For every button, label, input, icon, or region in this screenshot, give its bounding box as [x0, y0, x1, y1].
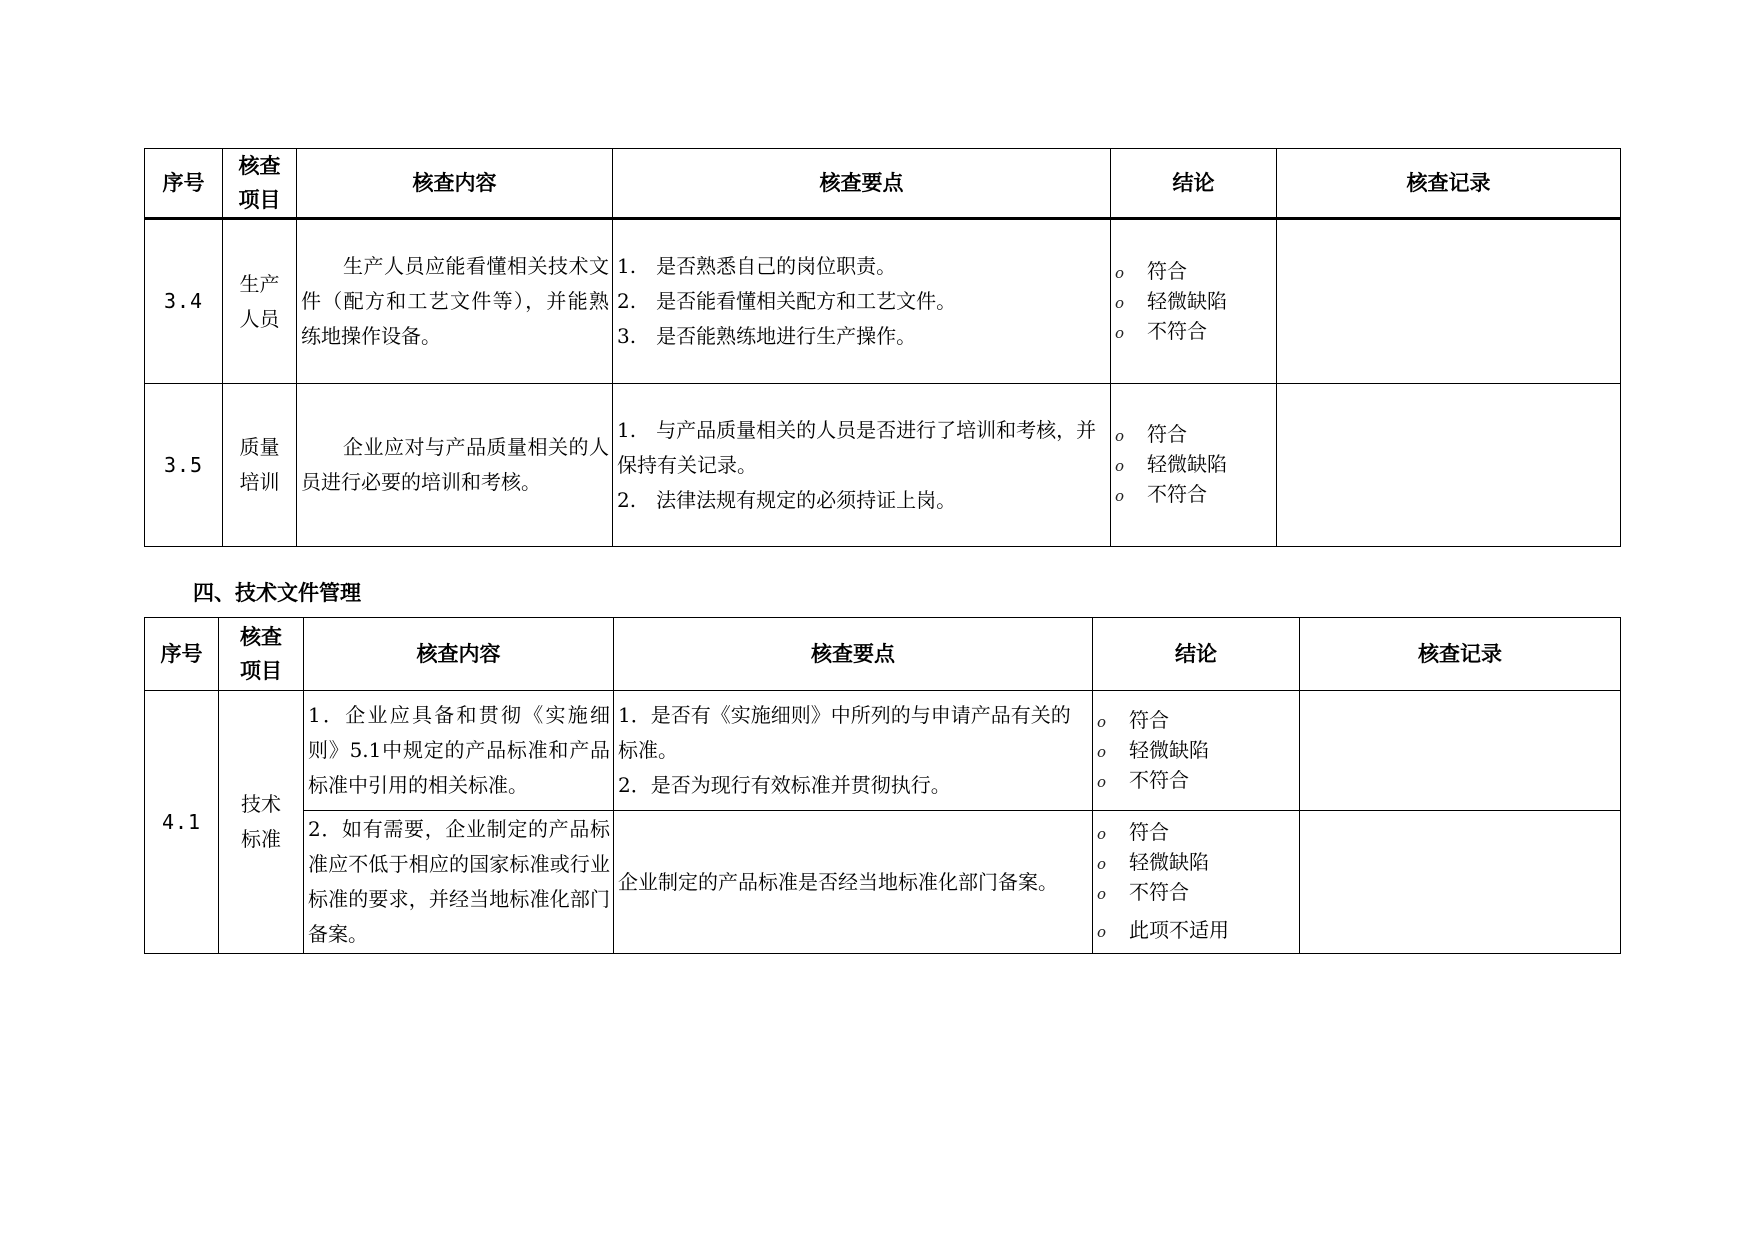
option-label: 轻微缺陷	[1129, 737, 1209, 762]
option-label: 此项不适用	[1129, 918, 1229, 942]
conclusion-option-minor-defect[interactable]	[1115, 450, 1276, 480]
table-row	[145, 811, 1621, 954]
row-point: 3. 是否能熟练地进行生产操作。	[617, 324, 917, 348]
option-label: 符合	[1147, 258, 1187, 283]
row-item-line: 培训	[239, 470, 280, 494]
conclusion-option-not-applicable[interactable]	[1097, 916, 1299, 946]
option-label: 符合	[1147, 422, 1187, 446]
row-point: 2．是否为现行有效标准并贯彻执行。	[618, 773, 951, 797]
row-points	[613, 384, 1111, 547]
header-record: 核查记录	[1277, 149, 1621, 219]
table-row	[145, 384, 1621, 547]
header-item-line: 项目	[238, 188, 281, 212]
row-record[interactable]	[1277, 219, 1621, 384]
header-record: 核查记录	[1300, 618, 1621, 691]
option-label: 不符合	[1129, 767, 1189, 792]
option-label: 符合	[1129, 707, 1169, 732]
row-record[interactable]	[1300, 691, 1621, 811]
header-conclusion: 结论	[1093, 618, 1300, 691]
option-label: 不符合	[1147, 318, 1207, 343]
row-conclusion	[1093, 691, 1300, 811]
row-content	[297, 384, 613, 547]
row-seq: 4.1	[145, 691, 219, 954]
option-label: 不符合	[1147, 482, 1207, 506]
option-circle-icon: o	[1115, 293, 1125, 312]
row-record[interactable]	[1277, 384, 1621, 547]
row-points	[614, 691, 1093, 811]
row-content-text: 1．企业应具备和贯彻《实施细则》5.1中规定的产品标准和产品标准中引用的相关标准。	[308, 703, 610, 797]
row-point: 1．是否有《实施细则》中所列的与申请产品有关的标准。	[618, 703, 1071, 762]
conclusion-option-minor-defect[interactable]	[1097, 848, 1299, 878]
option-circle-icon: o	[1115, 457, 1125, 475]
option-circle-icon: o	[1115, 323, 1125, 342]
table-header-row	[145, 618, 1621, 691]
option-circle-icon: o	[1097, 772, 1107, 791]
header-item	[219, 618, 304, 691]
row-points	[613, 219, 1111, 384]
option-circle-icon: o	[1097, 742, 1107, 761]
row-content	[304, 811, 614, 954]
option-circle-icon: o	[1097, 712, 1107, 731]
option-circle-icon: o	[1115, 487, 1125, 505]
table-row	[145, 691, 1621, 811]
row-content-text: 2．如有需要，企业制定的产品标准应不低于相应的国家标准或行业标准的要求，并经当地标准化部门备案。	[308, 817, 610, 946]
header-points: 核查要点	[613, 149, 1111, 219]
section-title: 四、技术文件管理	[193, 581, 361, 605]
option-label: 符合	[1129, 820, 1169, 844]
row-item-line: 技术	[241, 792, 281, 816]
conclusion-option-conform[interactable]	[1115, 257, 1276, 287]
row-content	[297, 219, 613, 384]
header-content: 核查内容	[304, 618, 614, 691]
table-header-row	[145, 149, 1621, 219]
row-item	[223, 384, 297, 547]
row-conclusion	[1093, 811, 1300, 954]
conclusion-option-conform[interactable]	[1097, 818, 1299, 848]
row-record[interactable]	[1300, 811, 1621, 954]
row-item-line: 质量	[239, 435, 280, 459]
row-point: 2. 法律法规有规定的必须持证上岗。	[617, 487, 957, 512]
header-seq: 序号	[145, 618, 219, 691]
row-item	[223, 219, 297, 384]
conclusion-option-minor-defect[interactable]	[1115, 287, 1276, 317]
option-label: 轻微缺陷	[1147, 288, 1227, 313]
row-item-line: 人员	[239, 306, 280, 331]
header-item-line: 核查	[240, 625, 282, 649]
conclusion-option-minor-defect[interactable]	[1097, 736, 1299, 766]
row-seq: 3.5	[145, 384, 223, 547]
conclusion-option-conform[interactable]	[1115, 420, 1276, 450]
header-points: 核查要点	[614, 618, 1093, 691]
row-item	[219, 691, 304, 954]
header-item-line: 核查	[238, 154, 281, 178]
option-circle-icon: o	[1097, 855, 1107, 873]
option-circle-icon: o	[1097, 825, 1107, 843]
row-content	[304, 691, 614, 811]
checklist-table-personnel	[144, 148, 1621, 547]
conclusion-option-nonconform[interactable]	[1115, 317, 1276, 347]
row-point: 1. 是否熟悉自己的岗位职责。	[617, 254, 897, 278]
row-points	[614, 811, 1093, 954]
option-circle-icon: o	[1097, 885, 1107, 903]
row-content-text: 企业应对与产品质量相关的人员进行必要的培训和考核。	[301, 435, 609, 494]
row-seq: 3.4	[145, 219, 223, 384]
row-point: 1. 与产品质量相关的人员是否进行了培训和考核，并保持有关记录。	[617, 417, 1097, 477]
row-point: 企业制定的产品标准是否经当地标准化部门备案。	[618, 869, 1058, 894]
conclusion-option-nonconform[interactable]	[1097, 766, 1299, 796]
header-conclusion: 结论	[1111, 149, 1277, 219]
header-content: 核查内容	[297, 149, 613, 219]
option-label: 轻微缺陷	[1147, 452, 1227, 476]
header-item	[223, 149, 297, 219]
option-circle-icon: o	[1097, 923, 1107, 941]
row-conclusion	[1111, 384, 1277, 547]
header-item-line: 项目	[240, 659, 282, 683]
option-label: 轻微缺陷	[1129, 850, 1209, 874]
option-circle-icon: o	[1115, 427, 1125, 445]
conclusion-option-conform[interactable]	[1097, 706, 1299, 736]
conclusion-option-nonconform[interactable]	[1115, 480, 1276, 510]
option-label: 不符合	[1129, 880, 1189, 904]
header-seq: 序号	[145, 149, 223, 219]
checklist-table-technical-documents	[144, 617, 1621, 954]
conclusion-option-nonconform[interactable]	[1097, 878, 1299, 908]
row-item-line: 生产	[239, 271, 280, 296]
row-conclusion	[1111, 219, 1277, 384]
table-row	[145, 219, 1621, 384]
option-circle-icon: o	[1115, 263, 1125, 282]
row-point: 2. 是否能看懂相关配方和工艺文件。	[617, 289, 957, 313]
row-content-text: 生产人员应能看懂相关技术文件（配方和工艺文件等），并能熟练地操作设备。	[301, 254, 609, 348]
row-item-line: 标准	[241, 827, 281, 851]
